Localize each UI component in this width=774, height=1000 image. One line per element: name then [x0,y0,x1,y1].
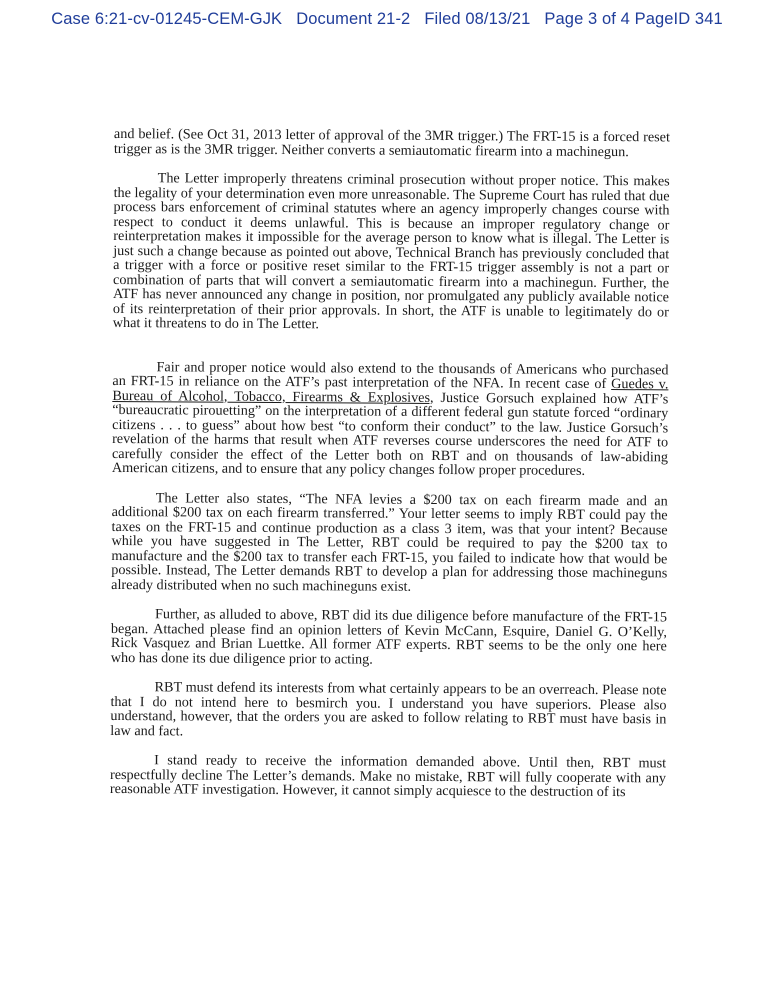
paragraph-continuation: and belief. (See Oct 31, 2013 letter of approval of the 3MR trigger.) The FRT-15 is a forced reset trigger as is the 3MR trigger. Neither converts a semiautomatic firearm into a machinegun. [113,126,670,160]
paragraph-decline-demands: I stand ready to receive the information demanded above. Until then, RBT must respectfully decline The Letter’s demands. Make no mistake, RBT will fully cooperate with any reasonable ATF investigation. However, it cannot simply acquiesce to the destruction of its [109,752,667,801]
fair-notice-text-end: Justice Gorsuch explained how ATF’s “bureaucratic pirouetting” on the interpretation of a different federal gun statute forced “ordinary citizens . . . to guess” about how best “to conform their conduct” to the law. Justice Gorsuch’s revelation of the harms that result when ATF reverses course underscores the need for ATF to carefully consider the effect of the Letter both on RBT and on thousands of law-abiding American citizens, and to ensure that any policy changes follow proper procedures. [111,389,669,479]
letter-body [110,127,670,800]
fair-notice-text-start: Fair and proper notice would also extend to the thousands of Americans who purchased an FRT-15 in reliance on the ATF’s past interpretation of the NFA. In recent case of [112,358,669,393]
court-filing-header: Case 6:21-cv-01245-CEM-GJK Document 21-2 Filed 08/13/21 Page 3 of 4 PageID 341 [51,10,723,28]
case-citation: Guedes v. Bureau of Alcohol, Tobacco, Firearms & Explosives, [112,376,669,406]
paragraph-due-diligence: Further, as alluded to above, RBT did its due diligence before manufacture of the FRT-15 began. Attached please find an opinion letters of Kevin McCann, Esquire, Daniel G. O’Kelly, Rick Vasquez and Brian Luettke. All former ATF experts. RBT seems to be the only one here who has done its due diligence prior to acting. [110,606,668,668]
paragraph-fair-notice [112,359,669,478]
paragraph-defend-interests: RBT must defend its interests from what certainly appears to be an overreach. Please note that I do not intend here to besmirch you. I understand you have superiors. Please also understand, however, that the orders you are asked to follow relating to RBT must have basis in law and fact. [110,679,667,739]
paragraph-nfa-tax: The Letter also states, “The NFA levies a $200 tax on each firearm made and an additional $200 tax on each firearm transferred.” Your letter seems to imply RBT could pay the taxes on the FRT-15 and continue production as a class 3 item, was that your intent? Because while you have suggested in The Letter, RBT could be required to pay the $200 tax to manufacture and the $200 tax to transfer each FRT-15, you failed to indicate how that would be possible. Instead, The Letter demands RBT to develop a plan for addressing those machineguns already distributed when no such machineguns exist. [111,489,668,595]
paragraph-improper-notice: The Letter improperly threatens criminal prosecution without proper notice. This makes the legality of your determination even more unreasonable. The Supreme Court has ruled that due process bars enforcement of criminal statutes where an agency improperly changes course with respect to conduct it deems unlawful. This is because an improper regulatory change or reinterpretation makes it impossible for the average person to know what is illegal. The Letter is just such a change because as pointed out above, Technical Branch has previously concluded that a trigger with a force or positive reset similar to the FRT-15 trigger assembly is not a part or combination of parts that will convert a semiautomatic firearm into a machinegun. Further, the ATF has never announced any change in position, nor promulgated any publicly available notice of its reinterpretation of their prior approvals. In short, the ATF is unable to legitimately do or what it threatens to do in The Letter. [112,170,670,333]
